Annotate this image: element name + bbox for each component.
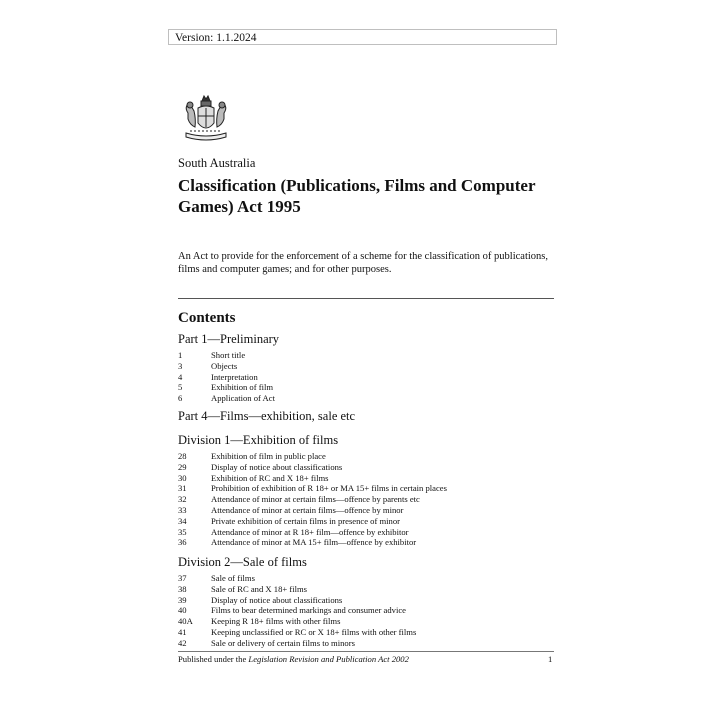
divider bbox=[178, 298, 554, 299]
toc-entry-title: Attendance of minor at certain films—offence by parents etc bbox=[211, 494, 420, 505]
footer-act-name: Legislation Revision and Publication Act 2002 bbox=[248, 654, 409, 664]
toc-entry-number: 33 bbox=[178, 504, 187, 515]
toc-entry-number: 28 bbox=[178, 451, 187, 461]
toc-entry-title: Keeping unclassified or RC or X 18+ films with other films bbox=[211, 626, 417, 637]
toc-entry-title: Short title bbox=[211, 350, 246, 360]
page-number: 1 bbox=[548, 654, 553, 664]
toc-entry-number: 30 bbox=[178, 472, 187, 483]
long-title: An Act to provide for the enforcement of a scheme for the classification of publications, films and computer games; and for other purposes. bbox=[178, 251, 549, 275]
toc-entry[interactable] bbox=[178, 494, 558, 505]
toc-entry[interactable] bbox=[178, 595, 558, 606]
toc-entry-title: Objects bbox=[211, 360, 238, 371]
toc-entry-number: 31 bbox=[178, 483, 187, 494]
toc-entry[interactable] bbox=[178, 616, 558, 627]
contents-heading: Contents bbox=[178, 310, 236, 326]
toc-entry-title: Sale of films bbox=[211, 573, 255, 583]
toc-entry-title: Exhibition of film bbox=[211, 382, 274, 393]
toc-entry-title: Keeping R 18+ films with other films bbox=[211, 616, 341, 627]
toc-entry-number: 1 bbox=[178, 350, 183, 360]
toc-entry-number: 40 bbox=[178, 605, 187, 616]
toc-entry[interactable] bbox=[178, 350, 558, 361]
toc-entry-title: Display of notice about classifications bbox=[211, 461, 343, 472]
toc-entry[interactable] bbox=[178, 505, 558, 516]
version-label: Version: 1.1.2024 bbox=[168, 29, 557, 45]
toc-entry-number: 37 bbox=[178, 573, 187, 583]
toc-entry-number: 36 bbox=[178, 537, 187, 548]
footer-publication-note bbox=[178, 654, 409, 664]
toc-entry-title: Sale or delivery of certain films to minors bbox=[211, 637, 355, 648]
division-heading: Division 2—Sale of films bbox=[178, 555, 307, 569]
toc-entry-title: Exhibition of RC and X 18+ films bbox=[211, 472, 329, 483]
toc-entry[interactable] bbox=[178, 573, 558, 584]
division-heading: Division 1—Exhibition of films bbox=[178, 433, 339, 447]
toc-list-division2 bbox=[178, 573, 558, 649]
toc-list-division1 bbox=[178, 451, 558, 548]
toc-entry-number: 38 bbox=[178, 583, 187, 594]
toc-entry-number: 3 bbox=[178, 360, 183, 371]
toc-entry-title: Private exhibition of certain films in presence of minor bbox=[211, 515, 401, 526]
toc-entry-number: 6 bbox=[178, 393, 183, 404]
toc-entry[interactable] bbox=[178, 537, 558, 548]
coat-of-arms-icon bbox=[180, 93, 232, 147]
toc-entry-number: 29 bbox=[178, 461, 187, 472]
toc-entry-number: 41 bbox=[178, 626, 187, 637]
toc-entry-number: 32 bbox=[178, 494, 187, 505]
toc-entry[interactable] bbox=[178, 393, 558, 404]
toc-entry[interactable] bbox=[178, 584, 558, 595]
toc-entry[interactable] bbox=[178, 473, 558, 484]
toc-entry-number: 34 bbox=[178, 515, 187, 526]
toc-entry[interactable] bbox=[178, 627, 558, 638]
toc-entry[interactable] bbox=[178, 451, 558, 462]
toc-entry[interactable] bbox=[178, 372, 558, 383]
toc-entry-number: 35 bbox=[178, 526, 187, 537]
toc-entry[interactable] bbox=[178, 483, 558, 494]
toc-entry-title: Interpretation bbox=[211, 371, 258, 382]
part-heading: Part 4—Films—exhibition, sale etc bbox=[178, 409, 356, 423]
toc-entry-title: Prohibition of exhibition of R 18+ or MA 15+ films in certain places bbox=[211, 483, 447, 494]
toc-entry-title: Sale of RC and X 18+ films bbox=[211, 583, 308, 594]
toc-entry-title: Application of Act bbox=[211, 393, 275, 404]
toc-entry[interactable] bbox=[178, 638, 558, 649]
footer-prefix: Published under the bbox=[178, 654, 249, 664]
toc-entry-number: 5 bbox=[178, 382, 183, 393]
toc-entry[interactable] bbox=[178, 527, 558, 538]
toc-entry-number: 40A bbox=[178, 616, 193, 627]
toc-entry[interactable] bbox=[178, 605, 558, 616]
toc-entry-title: Films to bear determined markings and consumer advice bbox=[211, 605, 406, 616]
toc-entry[interactable] bbox=[178, 361, 558, 372]
toc-entry-title: Attendance of minor at certain films—offence by minor bbox=[211, 504, 404, 515]
toc-entry-title: Display of notice about classifications bbox=[211, 594, 343, 605]
toc-list-part1 bbox=[178, 350, 558, 404]
toc-entry-number: 4 bbox=[178, 371, 183, 382]
toc-entry-number: 39 bbox=[178, 594, 187, 605]
toc-entry[interactable] bbox=[178, 462, 558, 473]
toc-entry[interactable] bbox=[178, 516, 558, 527]
footer-divider bbox=[178, 651, 554, 652]
toc-entry[interactable] bbox=[178, 382, 558, 393]
toc-entry-title: Attendance of minor at R 18+ film—offence by exhibitor bbox=[211, 526, 409, 537]
jurisdiction-label: South Australia bbox=[178, 156, 256, 170]
part-heading: Part 1—Preliminary bbox=[178, 332, 280, 346]
act-title: Classification (Publications, Films and Computer Games) Act 1995 bbox=[178, 176, 536, 216]
toc-entry-number: 42 bbox=[178, 637, 187, 648]
toc-entry-title: Attendance of minor at MA 15+ film—offence by exhibitor bbox=[211, 537, 417, 548]
toc-entry-title: Exhibition of film in public place bbox=[211, 451, 326, 461]
